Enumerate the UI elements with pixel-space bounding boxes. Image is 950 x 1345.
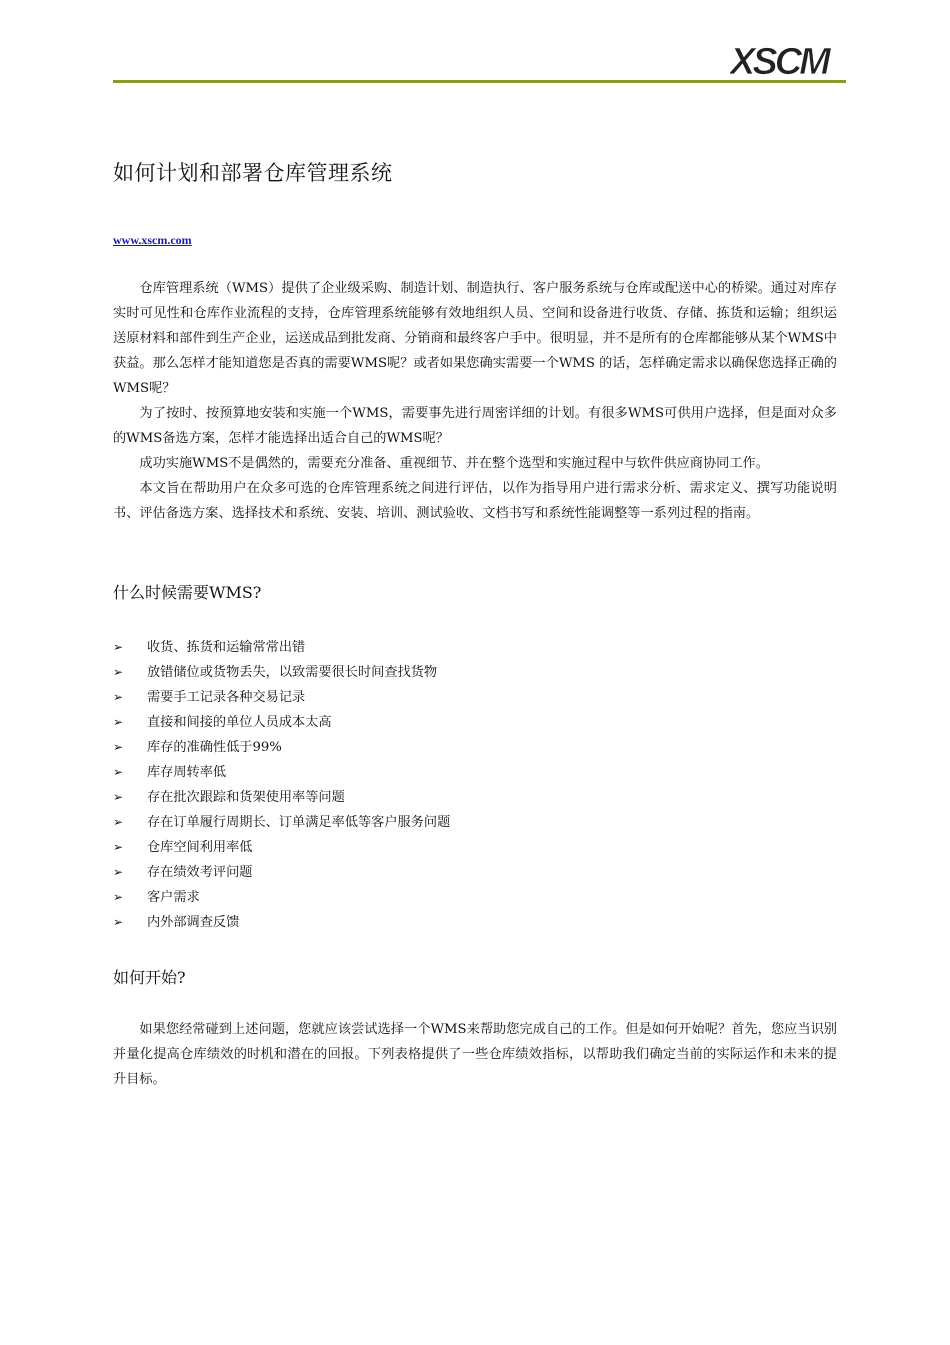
- list-item-text: 库存的准确性低于99%: [147, 740, 282, 755]
- list-item-text: 放错储位或货物丢失，以致需要很长时间查找货物: [147, 665, 438, 680]
- arrow-bullet-icon: ➢: [113, 740, 124, 754]
- list-item: [113, 685, 450, 710]
- section-heading-how: 如何开始?: [113, 968, 186, 987]
- list-item: [113, 635, 450, 660]
- intro-paragraph: 为了按时、按预算地安装和实施一个WMS，需要事先进行周密详细的计划。有很多WMS可供用户选择，但是面对众多的WMS备选方案，怎样才能选择出适合自己的WMS呢？: [113, 406, 837, 446]
- list-item: [113, 660, 450, 685]
- arrow-bullet-icon: ➢: [113, 890, 124, 904]
- arrow-bullet-icon: ➢: [113, 915, 124, 929]
- arrow-bullet-icon: ➢: [113, 715, 124, 729]
- arrow-bullet-icon: ➢: [113, 640, 124, 654]
- list-item: [113, 835, 450, 860]
- list-item: [113, 810, 450, 835]
- website-link[interactable]: www.xscm.com: [113, 233, 192, 247]
- svg-text:XSCM: XSCM: [730, 41, 828, 80]
- how-paragraph: 如果您经常碰到上述问题，您就应该尝试选择一个WMS来帮助您完成自己的工作。但是如何开始呢？首先，您应当识别并量化提高仓库绩效的时机和潜在的回报。下列表格提供了一些仓库绩效指标，以帮助我们确定当前的实际运作和未来的提升目标。: [113, 1022, 837, 1087]
- intro-section: [113, 276, 837, 526]
- list-item: [113, 910, 450, 935]
- list-item-text: 直接和间接的单位人员成本太高: [147, 715, 332, 730]
- list-item: [113, 760, 450, 785]
- how-section: [113, 1017, 837, 1092]
- section-heading-when: 什么时候需要WMS?: [113, 583, 262, 602]
- arrow-bullet-icon: ➢: [113, 790, 124, 804]
- list-item: [113, 785, 450, 810]
- list-item: [113, 735, 450, 760]
- symptom-list: [113, 635, 450, 935]
- header-rule: [113, 80, 846, 83]
- intro-paragraph: 仓库管理系统（WMS）提供了企业级采购、制造计划、制造执行、客户服务系统与仓库或配送中心的桥梁。通过对库存实时可见性和仓库作业流程的支持，仓库管理系统能够有效地组织人员、空间和设备进行收货、存储、拣货和运输；组织运送原材料和部件到生产企业，运送成品到批发商、分销商和最终客户手中。很明显，并不是所有的仓库都能够从某个WMS中获益。那么怎样才能知道您是否真的需要WMS呢？或者如果您确实需要一个WMS 的话，怎样确定需求以确保您选择正确的WMS呢？: [113, 281, 837, 396]
- xscm-logo: [730, 40, 840, 80]
- intro-paragraph: 本文旨在帮助用户在众多可选的仓库管理系统之间进行评估，以作为指导用户进行需求分析、需求定义、撰写功能说明书、评估备选方案、选择技术和系统、安装、培训、测试验收、文档书写和系统性能调整等一系列过程的指南。: [113, 481, 837, 521]
- list-item-text: 内外部调查反馈: [147, 915, 240, 930]
- page-title: 如何计划和部署仓库管理系统: [113, 161, 393, 185]
- list-item: [113, 710, 450, 735]
- list-item-text: 存在订单履行周期长、订单满足率低等客户服务问题: [147, 815, 451, 830]
- list-item-text: 存在绩效考评问题: [147, 865, 253, 880]
- arrow-bullet-icon: ➢: [113, 865, 124, 879]
- list-item-text: 库存周转率低: [147, 765, 227, 780]
- list-item-text: 存在批次跟踪和货架使用率等问题: [147, 790, 345, 805]
- arrow-bullet-icon: ➢: [113, 665, 124, 679]
- arrow-bullet-icon: ➢: [113, 765, 124, 779]
- list-item-text: 收货、拣货和运输常常出错: [147, 640, 306, 655]
- arrow-bullet-icon: ➢: [113, 690, 124, 704]
- list-item: [113, 885, 450, 910]
- intro-paragraph: 成功实施WMS不是偶然的，需要充分准备、重视细节、并在整个选型和实施过程中与软件供应商协同工作。: [139, 456, 769, 471]
- list-item-text: 仓库空间利用率低: [147, 840, 253, 855]
- list-item-text: 需要手工记录各种交易记录: [147, 690, 306, 705]
- list-item-text: 客户需求: [147, 890, 200, 905]
- arrow-bullet-icon: ➢: [113, 840, 124, 854]
- arrow-bullet-icon: ➢: [113, 815, 124, 829]
- list-item: [113, 860, 450, 885]
